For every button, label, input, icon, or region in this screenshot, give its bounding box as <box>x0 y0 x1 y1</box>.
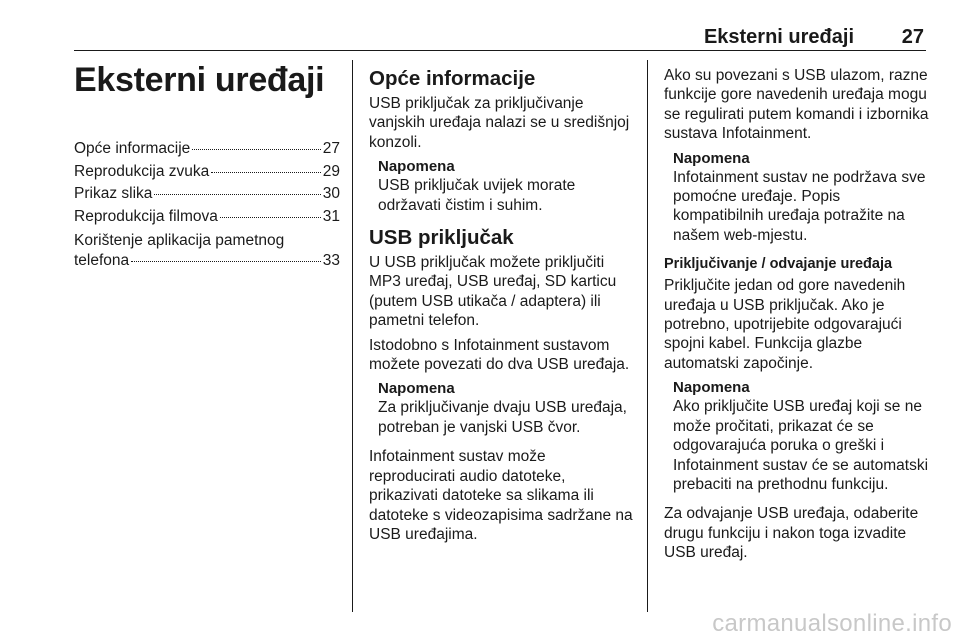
toc-leader <box>220 217 321 218</box>
paragraph: Istodobno s Infotainment sustavom možete povezati do dva USB uređaja. <box>369 336 630 374</box>
note-label: Napomena <box>378 380 455 398</box>
toc-entry-page: 27 <box>322 140 340 157</box>
note-box <box>673 378 930 494</box>
paragraph: USB priključak za priključivanje vanjskih uređaja nalazi se u središnjoj konzoli. <box>369 95 630 151</box>
toc-entry-page: 30 <box>322 185 340 202</box>
section-heading: Opće informacije <box>369 67 536 90</box>
page-number: 27 <box>901 26 924 48</box>
toc-leader <box>192 149 320 150</box>
column-right <box>664 60 930 568</box>
toc-entry[interactable] <box>74 138 340 159</box>
toc-entry-title-continued: telefona <box>74 251 130 269</box>
header-title: Eksterni uređaji <box>703 26 854 48</box>
column-divider <box>647 60 648 612</box>
toc-entry[interactable] <box>74 161 340 182</box>
paragraph: Infotainment sustav može reproducirati audio datoteke, prikazivati datoteke sa slikama ili datoteke s videozapisima sadržane na USB uređajima. <box>369 448 633 543</box>
chapter-title: Eksterni uređaji <box>74 61 325 99</box>
toc-entry[interactable] <box>74 231 340 271</box>
paragraph: U USB priključak možete priključiti MP3 uređaj, USB uređaj, SD karticu (putem USB utikača / adaptera) ili pametni telefon. <box>369 254 617 330</box>
toc-entry-page: 31 <box>322 207 340 225</box>
note-box <box>673 149 930 246</box>
toc-entry-page: 33 <box>322 251 340 269</box>
section-heading: USB priključak <box>369 226 514 250</box>
toc-entry-title: Korištenje aplikacija pametnog <box>74 231 285 249</box>
note-label: Napomena <box>673 379 750 397</box>
note-box <box>378 379 635 437</box>
toc-entry-page: 29 <box>322 162 340 180</box>
toc-entry-title: Prikaz slika <box>74 185 153 202</box>
watermark: carmanualsonline.info <box>712 610 952 637</box>
column-divider <box>352 60 353 612</box>
paragraph: Ako su povezani s USB ulazom, razne funkcije gore navedenih uređaja mogu se regulirati putem komandi i izbornika sustava Infotainment. <box>664 67 929 143</box>
running-header <box>74 24 926 51</box>
note-text: USB priključak uvijek morate održavati čistim i suhim. <box>378 177 576 214</box>
toc-leader <box>211 172 320 173</box>
toc-leader <box>154 194 320 195</box>
paragraph: Za odvajanje USB uređaja, odaberite drugu funkciju i nakon toga izvadite USB uređaj. <box>664 505 919 562</box>
column-middle <box>369 60 635 549</box>
note-label: Napomena <box>673 149 750 167</box>
toc-entry-title: Opće informacije <box>74 140 191 157</box>
note-text: Infotainment sustav ne podržava sve pomoćne uređaje. Popis kompatibilnih uređaja potražite na našem web-mjestu. <box>673 168 926 244</box>
toc-leader <box>131 261 321 262</box>
toc-entry[interactable] <box>74 206 340 227</box>
toc-entry-title: Reprodukcija zvuka <box>74 162 210 180</box>
table-of-contents <box>74 138 340 271</box>
note-text: Ako priključite USB uređaj koji se ne može pročitati, prikazat će se odgovarajuća poruka o greški i Infotainment sustav će se automatski prebaciti na prethodnu funkciju. <box>673 398 929 493</box>
toc-entry-title: Reprodukcija filmova <box>74 207 218 225</box>
note-label: Napomena <box>378 158 455 176</box>
column-left <box>74 60 340 272</box>
subsection-heading: Priključivanje / odvajanje uređaja <box>664 256 893 273</box>
toc-entry[interactable] <box>74 183 340 204</box>
note-text: Za priključivanje dvaju USB uređaja, potreban je vanjski USB čvor. <box>378 399 627 436</box>
note-box <box>378 157 635 215</box>
paragraph: Priključite jedan od gore navedenih uređaja u USB priključak. Ako je potrebno, upotrijebite odgovarajući spojni kabel. Funkcija glazbe automatski započinje. <box>664 277 906 372</box>
